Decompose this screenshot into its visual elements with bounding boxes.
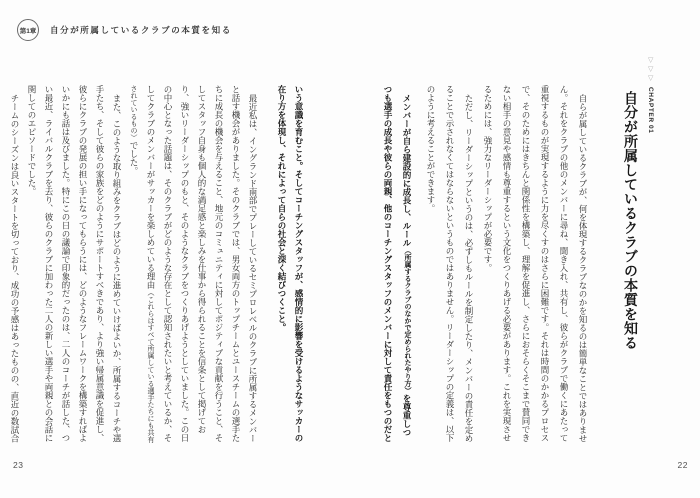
page-number-23: 23: [13, 460, 24, 470]
quote-text: メンバーが自ら建設的に成長し、ルール: [402, 93, 412, 247]
leadership-definition-quote-part2: いう意識を育むこと。そしてコーチングスタッフが、感情的に影響を受けるようなサッカーの在り方を体現し、それによって自らの社会と深く結びつくこと。: [277, 85, 304, 442]
chapter-label: CHAPTER 01: [647, 87, 654, 134]
paragraph-text: でした。: [129, 141, 139, 175]
page-22-body: [362, 85, 592, 444]
body-paragraph-2: ただし、リーダーシップというのは、必ずしもルールを制定したり、メンバーの責任を定めることで示されなくてはならないというものではありません。リーダーシップの定義は、以下のように考えることができます。: [426, 85, 474, 442]
triangle-decoration-icons: [648, 57, 653, 82]
running-header: [17, 19, 232, 41]
quote-text: を尊重しつつも選手の成長や彼らの両親、他のコーチングスタッフのメンバーに対して責任をもつのだと: [383, 85, 412, 442]
chapter-number-badge: 第1章: [17, 19, 39, 41]
body-paragraph-1: 自らが属しているクラブが、何を体現するクラブなのかを知るのは簡単なことではありません。それをクラブの他のメンバーに尋ね、聞き入れ、共有し、彼らがクラブで働くにあたって重視するものが実現するように力を尽くすのはさらに困難です。それは時間のかかるプロセスで、そのためにはきちんと関係性を構築し、理解を促進し、さらにおそらくそこまで賛同できない相手の意見や感情も尊重するという文化をつくりあげる必要があります。これを実現させるためには、強力なリーダーシップが必要です。: [483, 85, 588, 442]
triangle-down-icon: ▽: [648, 74, 654, 82]
body-paragraph-3: [125, 85, 261, 444]
page-23-body: [3, 85, 307, 444]
quote-parenthetical-note: （所属するクラブのなかで定められたやり方）: [404, 246, 411, 394]
body-paragraph-5: チームのシーズンは良いスタートを切っており、成功の予感はあったものの、直近の数試合: [10, 93, 20, 442]
body-paragraph-4: また、このような取り組みをクラブはどのように進めていけばよいか、所属するコーチや選手たち、そして彼らの家族をどのようにサポートすべきであり、より強い帰属意識を促進し、彼らにクラブの発展の担い手になってもらうには、どのようなフレームワークを構築すればよいかにも話は及びました。特にこの日の議論で印象的だったのは、二人のコーチが話した、つい最近、ライバルクラブを去り、彼らのクラブに加わった二人の新しい選手や両親との会話に関してのエピソードでした。: [27, 85, 122, 442]
paragraph-text: 最近私は、イングランド南部でプレーしているセミプロレベルのクラブに所属するメンバーと話す機会がありました。そのクラブでは、男女両方のトップチームとユースチームの選手たちに成長の機会を与えること、地元のコミュニティに対してポジティブな貢献を行うこと、そしてスタッフ自身も個人的な満足感と楽しみを仕事から得られることを信条として掲げており、強いリーダーシップのもと、そのようなクラブをつくりあげようとしていました。この日の中心となった話題は、そのクラブがどのような存在として認知されたいと考えているか、そしてクラブのメンバーがサッカーを楽しめている理由: [146, 85, 258, 442]
triangle-down-icon: ▽: [648, 65, 654, 73]
page-number-22: 22: [677, 460, 688, 470]
triangle-down-icon: ▽: [648, 56, 654, 64]
leadership-definition-quote-part1: [378, 85, 417, 444]
chapter-title-vertical: 自分が所属しているクラブの本質を知る: [623, 91, 639, 351]
running-header-title: 自分が所属しているクラブの本質を知る: [50, 25, 232, 35]
paragraph-parenthetical-note: （これらはすべて所属している選手たちにも共有されているもの）: [130, 85, 155, 443]
